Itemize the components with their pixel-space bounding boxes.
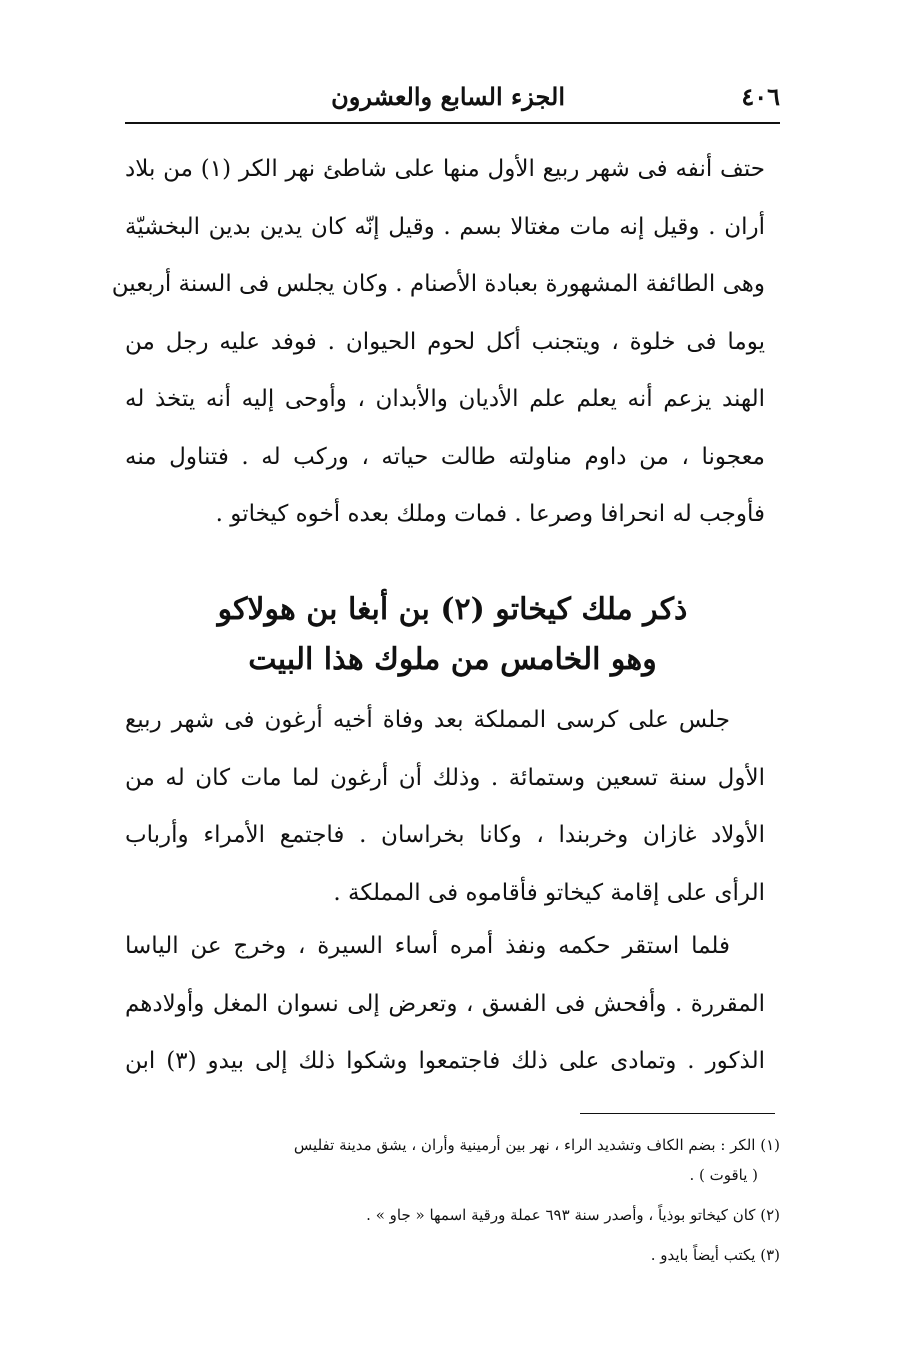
text-line: الذكور . وتمادى على ذلك فاجتمعوا وشكوا ذلك إلى بيدو (٣) ابن bbox=[125, 1048, 765, 1074]
page-number: ٤٠٦ bbox=[741, 82, 780, 111]
text-line: الرأى على إقامة كيخاتو فأقاموه فى المملكة . bbox=[333, 879, 765, 906]
header-rule bbox=[125, 122, 780, 124]
text-line: يوما فى خلوة ، ويتجنب أكل لحوم الحيوان . فوفد عليه رجل من bbox=[125, 328, 765, 355]
heading-line-1: ذكر ملك كيخاتو (٢) بن أبغا بن هولاكو bbox=[217, 592, 688, 627]
text-line: فلما استقر حكمه ونفذ أمره أساء السيرة ، وخرج عن الياسا bbox=[125, 933, 730, 959]
text-line: الأولاد غازان وخربندا ، وكانا بخراسان . فاجتمع الأمراء وأرباب bbox=[125, 822, 765, 848]
footnote-1: (١) الكر : بضم الكاف وتشديد الراء ، نهر بين أرمينية وأران ، يشق مدينة تفليس bbox=[293, 1136, 780, 1154]
page-header bbox=[125, 82, 780, 116]
text-line: أران . وقيل إنه مات مغتالا بسم . وقيل إنّه كان يدين بدين البخشيّة bbox=[125, 213, 765, 240]
running-title: الجزء السابع والعشرون bbox=[331, 82, 565, 111]
text-line: فأوجب له انحرافا وصرعا . فمات وملك بعده أخوه كيخاتو . bbox=[215, 501, 765, 527]
text-line: وهى الطائفة المشهورة بعبادة الأصنام . وكان يجلس فى السنة أربعين bbox=[111, 271, 765, 297]
text-line: جلس على كرسى المملكة بعد وفاة أخيه أرغون فى شهر ربيع bbox=[125, 707, 730, 733]
footnote-2: (٢) كان كيخاتو بوذياً ، وأصدر سنة ٦٩٣ عملة ورقية اسمها « جاو » . bbox=[366, 1206, 780, 1224]
footnote-1-continued: ( ياقوت ) . bbox=[689, 1166, 758, 1184]
text-line: المقررة . وأفحش فى الفسق ، وتعرض إلى نسوان المغل وأولادهم bbox=[125, 990, 765, 1017]
heading-line-2: وهو الخامس من ملوك هذا البيت bbox=[248, 642, 657, 677]
paragraph-2 bbox=[125, 692, 765, 922]
footnotes bbox=[125, 1130, 780, 1270]
text-line: حتف أنفه فى شهر ربيع الأول منها على شاطئ نهر الكر (١) من بلاد bbox=[125, 156, 766, 182]
text-line: الهند يزعم أنه يعلم علم الأديان والأبدان ، وأوحى إليه أنه يتخذ له bbox=[125, 386, 765, 412]
text-line: معجونا ، من داوم مناولته طالت حياته ، وركب له . فتناول منه bbox=[125, 443, 765, 470]
footnote-3: (٣) يكتب أيضاً بايدو . bbox=[650, 1246, 780, 1264]
paragraph-1 bbox=[111, 141, 766, 544]
paragraph-3 bbox=[125, 918, 765, 1091]
footnote-rule bbox=[580, 1113, 775, 1114]
text-line: الأول سنة تسعين وستمائة . وذلك أن أرغون لما مات كان له من bbox=[125, 764, 765, 791]
section-heading bbox=[125, 585, 780, 685]
